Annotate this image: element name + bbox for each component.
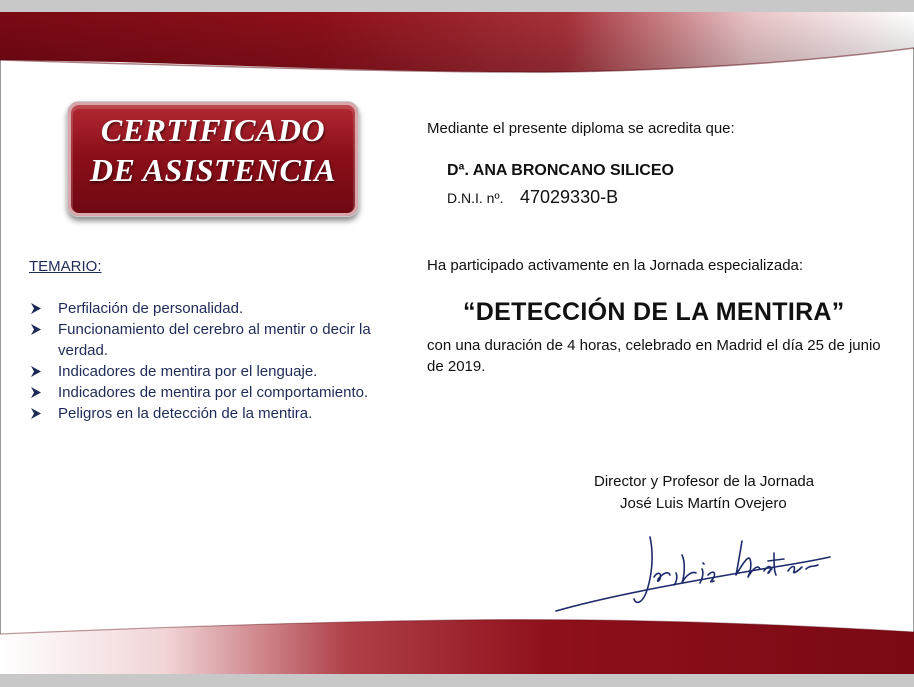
temario-item-text: Perfilación de personalidad. [58,300,244,317]
temario-item [29,403,409,424]
arrow-bullet-icon [29,382,43,403]
temario-item [29,361,409,382]
top-decorative-band [0,0,914,95]
certificate-title-box [67,101,359,217]
recipient-name: Dª. ANA BRONCANO SILICEO [447,162,674,179]
signatory-name: José Luis Martín Ovejero [620,495,787,512]
temario-item-text: Indicadores de mentira por el comportamiento. [58,384,369,401]
temario-item [29,298,409,319]
arrow-bullet-icon [29,319,43,340]
participation-statement: Ha participado activamente en la Jornada especializada: [427,257,804,274]
dni-value: 47029330-B [520,187,619,207]
accreditation-intro: Mediante el presente diploma se acredita que: [427,120,735,137]
temario-item [29,382,409,403]
temario-item-text: Funcionamiento del cerebro al mentir o decir la verdad. [58,321,371,359]
temario-item [29,319,409,361]
arrow-bullet-icon [29,403,43,424]
temario-list [29,298,409,424]
dni-label: D.N.I. nº. [447,190,504,206]
handwritten-signature [552,525,832,617]
temario-item-text: Indicadores de mentira por el lenguaje. [58,363,318,380]
certificate-title-line1: CERTIFICADO [100,112,326,148]
signatory-role: Director y Profesor de la Jornada [594,473,815,490]
arrow-bullet-icon [29,298,43,319]
event-duration-text: con una duración de 4 horas, celebrado en Madrid el día 25 de junio de 2019. [427,337,881,375]
certificate-title-line2: DE ASISTENCIA [89,152,337,188]
temario-item-text: Peligros en la detección de la mentira. [58,405,313,422]
temario-heading: TEMARIO: [29,258,102,275]
arrow-bullet-icon [29,361,43,382]
event-title: “DETECCIÓN DE LA MENTIRA” [463,298,845,326]
